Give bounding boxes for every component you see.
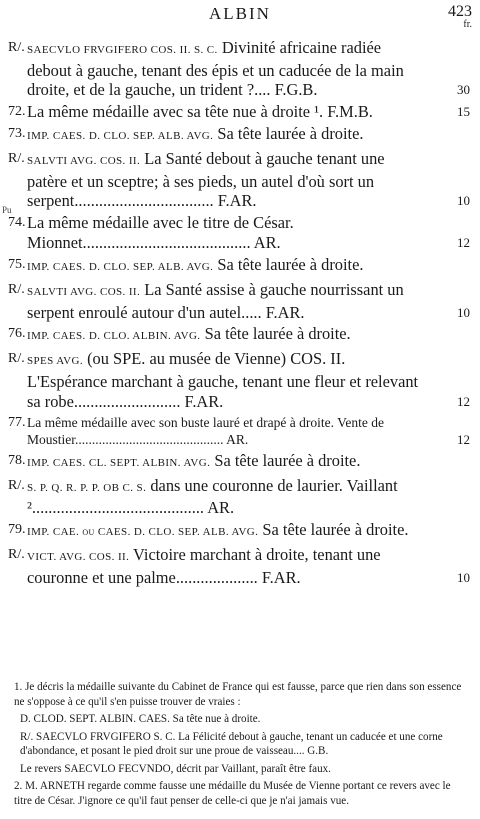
price-value: 10 (457, 304, 470, 320)
coin-legend: SAECVLO FRVGIFERO COS. II. S. C. (27, 44, 218, 56)
entry-number: 78. (8, 452, 26, 468)
catalogue-entry (0, 102, 480, 122)
catalogue-entry (0, 476, 480, 518)
entry-description: Sa tête laurée à droite. (262, 520, 409, 540)
price-value: 30 (457, 82, 470, 98)
price-value: 12 (457, 235, 470, 251)
entry-description: dans une couronne de laurier. Vaillant ².......................................... AR. (27, 475, 398, 518)
coin-legend: SPES AVG. (27, 355, 83, 368)
entry-description: Sa tête laurée à droite. (217, 124, 364, 144)
price-value: 10 (457, 569, 470, 585)
footnote: 1. Je décris la médaille suivante du Cabinet de France qui est fausse, parce que rien dans son essence ne s'oppose à ce qu'il s'en puisse trouver de vraies : (14, 681, 462, 708)
entry-number: R/. (8, 351, 25, 367)
page-number-value: 423 (448, 3, 472, 20)
entry-description: La Santé assise à gauche nourrissant un serpent enroulé autour d'un autel..... F.AR. (27, 279, 404, 322)
entry-description: Sa tête laurée à droite. (204, 324, 351, 344)
entry-description: Sa tête laurée à droite. (214, 450, 361, 470)
catalogue-entry (0, 324, 480, 347)
price-value: 10 (457, 193, 470, 209)
entry-number: R/. (8, 151, 25, 167)
catalogue-entry (0, 349, 480, 411)
entry-description: La même médaille avec son buste lauré et drapé à droite. Vente de Moustier............................................ AR. (27, 414, 384, 448)
catalogue-entry (0, 124, 480, 147)
catalogue-entry (0, 255, 480, 278)
entry-number: R/. (8, 477, 25, 493)
catalogue-entry (0, 545, 480, 587)
entry-description: La même médaille avec le titre de César. Mionnet......................................... AR. (27, 213, 294, 253)
coin-legend: IMP. CAES. D. CLO. SEP. ALB. AVG. (27, 260, 214, 273)
price-value: 15 (457, 104, 470, 120)
entry-number: 77. (8, 414, 26, 430)
coin-legend: IMP. CAES. D. CLO. SEP. ALB. AVG. (27, 130, 214, 143)
catalogue-entry (0, 520, 480, 543)
entry-number: R/. (8, 281, 25, 297)
entry-number: 74. (8, 215, 26, 231)
coin-legend: SALVTI AVG. COS. II. (27, 155, 141, 168)
page-header (0, 4, 480, 28)
entry-number: 73. (8, 126, 26, 142)
catalogue-entry (0, 38, 480, 100)
entry-description: Victoire marchant à droite, tenant une couronne et une palme.................... F.AR. (27, 545, 381, 587)
entry-number: 76. (8, 326, 26, 342)
catalogue-entry (0, 414, 480, 449)
page-number (448, 4, 472, 30)
entry-description: (ou SPE. au musée de Vienne) COS. II. L'Espérance marchant à gauche, tenant une fleur et relevant sa robe.......................... F.AR. (27, 349, 419, 411)
footnote: D. CLOD. SEPT. ALBIN. CAES. Sa tête nue à droite. (20, 713, 261, 725)
catalogue-entry (0, 451, 480, 474)
entry-description: Sa tête laurée à droite. (217, 254, 364, 274)
catalogue-entries (0, 38, 480, 590)
entry-description: La Santé debout à gauche tenant une patère et un sceptre; à ses pieds, un autel d'où sort un serpent.................................. F.AR. (27, 149, 385, 211)
coin-legend: IMP. CAE. ou CAES. D. CLO. SEP. ALB. AVG. (27, 526, 259, 539)
coin-legend: IMP. CAES. CL. SEPT. ALBIN. AVG. (27, 456, 211, 469)
entry-description: Divinité africaine radiée debout à gauche, tenant des épis et un caducée de la main droite, et de la gauche, un trident ?.... F.G.B. (27, 38, 404, 100)
entry-number: R/. (8, 547, 25, 563)
entry-number: 75. (8, 256, 26, 272)
coin-legend: S. P. Q. R. P. P. OB C. S. (27, 481, 147, 494)
coin-legend: VICT. AVG. COS. II. (27, 551, 130, 564)
entry-number: R/. (8, 40, 25, 55)
coin-legend: IMP. CAES. D. CLO. ALBIN. AVG. (27, 330, 201, 343)
entry-number: 72. (8, 104, 26, 120)
entry-description: La même médaille avec sa tête nue à droite ¹. F.M.B. (27, 102, 373, 122)
coin-legend: SALVTI AVG. COS. II. (27, 285, 141, 298)
page-title: ALBIN (209, 4, 271, 23)
catalogue-entry (0, 149, 480, 211)
footnote: R/. SAECVLO FRVGIFERO S. C. La Félicité debout à gauche, tenant un caducée et une corne d'abondance, et posant le pied droit sur une proue de vaisseau.... G.B. (20, 730, 443, 757)
catalogue-entry (0, 280, 480, 322)
footnotes (0, 680, 480, 811)
catalogue-entry (0, 213, 480, 252)
price-value: 12 (457, 432, 470, 448)
price-value: 12 (457, 393, 470, 409)
margin-annotation: Pu (2, 205, 12, 215)
footnote: 2. M. ARNETH regarde comme fausse une médaille du Musée de Vienne portant ce revers avec le titre de César. J'ignore ce qu'il faut penser de celle-ci que je n'ai jamais vue. (14, 780, 451, 807)
currency-unit: fr. (463, 19, 472, 30)
footnote: Le revers SAECVLO FECVNDO, décrit par Vaillant, paraît être faux. (20, 762, 331, 775)
entry-number: 79. (8, 522, 26, 538)
